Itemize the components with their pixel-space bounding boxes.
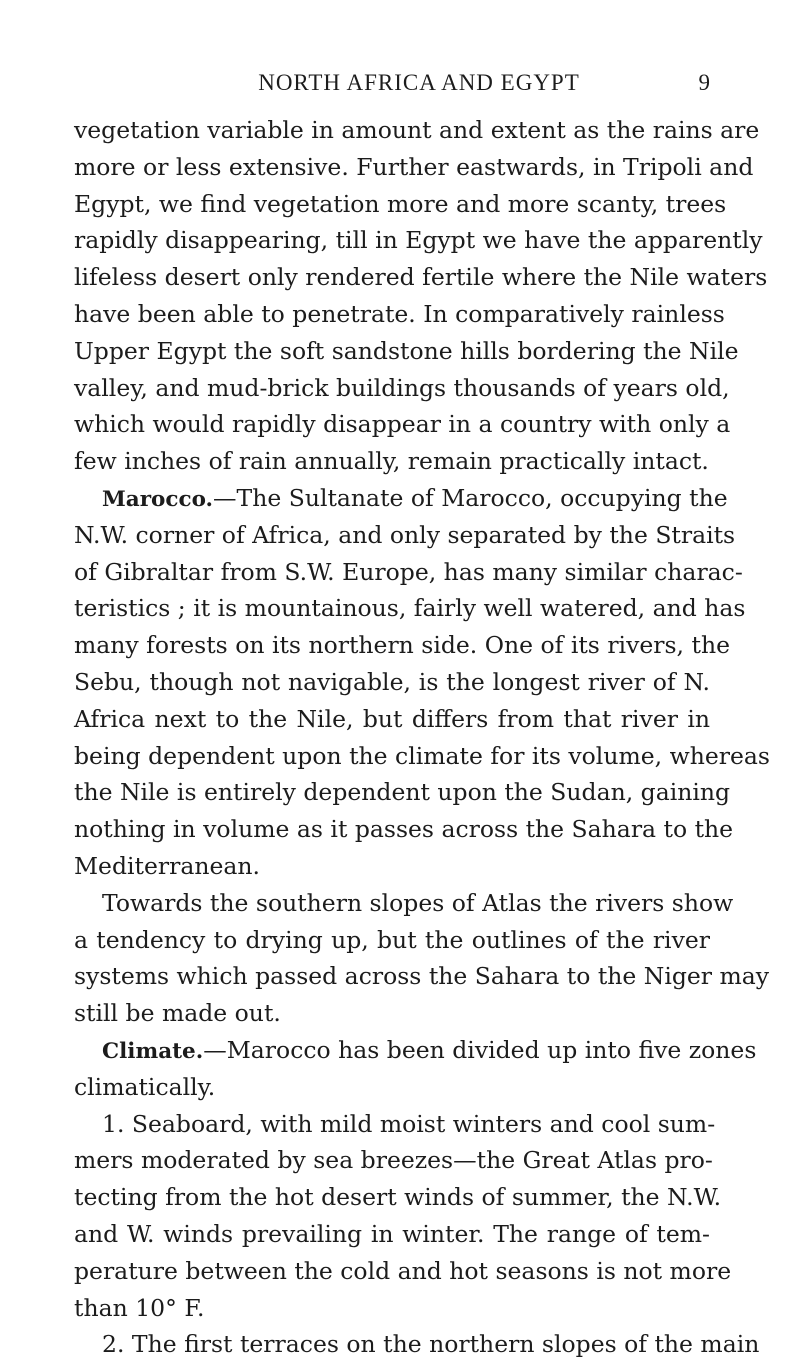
text-line: tecting from the hot desert winds of summer, the N.W. bbox=[74, 1183, 722, 1212]
text-line: a tendency to drying up, but the outlines of the river bbox=[74, 925, 710, 954]
section-heading-marocco: Marocco. bbox=[102, 486, 214, 512]
page-body bbox=[74, 112, 770, 1363]
text-line: teristics ; it is mountainous, fairly well watered, and has bbox=[74, 594, 746, 623]
paragraph-climate bbox=[74, 1032, 757, 1106]
text-line: Upper Egypt the soft sandstone hills bordering the Nile bbox=[74, 336, 739, 365]
text-line bbox=[74, 1032, 757, 1069]
text-line: of Gibraltar from S.W. Europe, has many similar charac- bbox=[74, 557, 743, 586]
text-line: nothing in volume as it passes across the Sahara to the bbox=[74, 815, 734, 844]
text-line: the Nile is entirely dependent upon the Sudan, gaining bbox=[74, 778, 731, 807]
section-heading-climate: Climate. bbox=[102, 1038, 204, 1064]
paragraph-vegetation bbox=[74, 112, 768, 480]
text-line: more or less extensive. Further eastwards, in Tripoli and bbox=[74, 152, 754, 181]
text-line: N.W. corner of Africa, and only separated by the Straits bbox=[74, 520, 736, 549]
text-line: lifeless desert only rendered fertile where the Nile waters bbox=[74, 263, 768, 292]
text-line: Egypt, we find vegetation more and more scanty, trees bbox=[74, 189, 727, 218]
text-line: Towards the southern slopes of Atlas the rivers show bbox=[102, 888, 734, 917]
text-line: rapidly disappearing, till in Egypt we have the apparently bbox=[74, 226, 763, 255]
text-line: systems which passed across the Sahara to the Niger may bbox=[74, 962, 770, 991]
paragraph-marocco bbox=[74, 480, 770, 885]
paragraph-atlas-rivers bbox=[74, 885, 770, 1032]
text-line: Sebu, though not navigable, is the longest river of N. bbox=[74, 667, 710, 696]
text-line: Mediterranean. bbox=[74, 851, 261, 880]
text-line: valley, and mud-brick buildings thousands of years old, bbox=[74, 373, 730, 402]
text-line: vegetation variable in amount and extent as the rains are bbox=[74, 116, 760, 144]
text-line: few inches of rain annually, remain practically intact. bbox=[74, 447, 709, 476]
paragraph-zone-1 bbox=[74, 1106, 732, 1327]
text-line: and W. winds prevailing in winter. The range of tem- bbox=[74, 1219, 710, 1248]
text-line: many forests on its northern side. One of its rivers, the bbox=[74, 631, 730, 660]
running-head: NORTH AFRICA AND EGYPT bbox=[258, 70, 580, 95]
text-line: mers moderated by sea breezes—the Great Atlas pro- bbox=[74, 1146, 713, 1175]
text-line: climatically. bbox=[74, 1072, 216, 1101]
page-header bbox=[128, 70, 710, 106]
text-line: 2. The first terraces on the northern slopes of the main bbox=[102, 1330, 760, 1359]
text-run: —Marocco has been divided up into five zones bbox=[203, 1035, 757, 1064]
text-line: still be made out. bbox=[74, 999, 281, 1028]
text-line: which would rapidly disappear in a country with only a bbox=[74, 410, 731, 439]
paragraph-zone-2 bbox=[74, 1326, 760, 1363]
text-line: being dependent upon the climate for its volume, whereas bbox=[74, 741, 770, 770]
text-line: 1. Seaboard, with mild moist winters and cool sum- bbox=[102, 1109, 716, 1138]
page-number: 9 bbox=[698, 70, 710, 95]
text-run: —The Sultanate of Marocco, occupying the bbox=[213, 483, 728, 512]
text-line: Africa next to the Nile, but differs from that river in bbox=[74, 704, 710, 733]
text-line: perature between the cold and hot seasons is not more bbox=[74, 1256, 732, 1285]
text-line bbox=[74, 480, 728, 517]
text-line: than 10° F. bbox=[74, 1293, 205, 1322]
text-line: have been able to penetrate. In comparatively rainless bbox=[74, 299, 725, 328]
